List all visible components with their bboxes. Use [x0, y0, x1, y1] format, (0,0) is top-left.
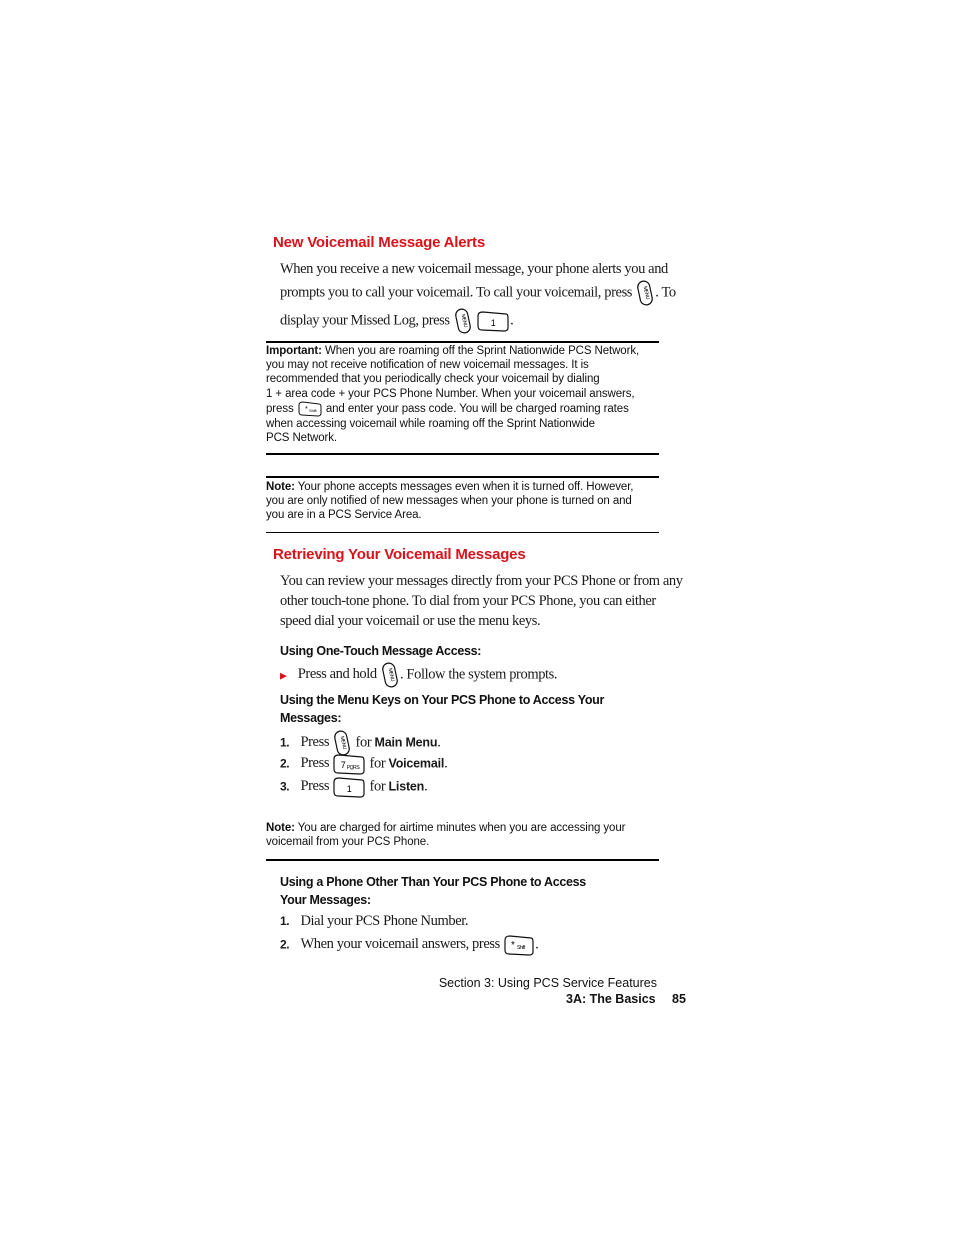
- svg-text:7: 7: [341, 760, 346, 770]
- svg-text:MENU: MENU: [386, 667, 396, 682]
- section-heading-new-voicemail-alerts: New Voicemail Message Alerts: [273, 234, 485, 251]
- svg-text:1: 1: [490, 318, 496, 328]
- other-phone-step-2: 2. When your voicemail answers, press * Shift .: [280, 934, 538, 956]
- svg-text:MENU: MENU: [459, 313, 469, 328]
- menu-step-3: 3. Press 1 for Listen.: [280, 776, 427, 798]
- menu-key-icon: [380, 661, 400, 689]
- note-label: Note:: [266, 822, 295, 834]
- note-phone-accepts-messages: Note: Your phone accepts messages even when it is turned off. However, you are only notified of new messages when your phone is turned on and you are in a PCS Service Area.: [266, 481, 634, 522]
- one-touch-bullet: ▶ Press and hold MENU . Follow the system prompts.: [280, 661, 557, 689]
- subheading-other-phone: Using a Phone Other Than Your PCS Phone to Access Your Messages:: [280, 875, 586, 907]
- triangle-bullet-icon: ▶: [280, 670, 287, 681]
- footer-chapter: 3A: The Basics: [566, 992, 656, 1006]
- page-number: 85: [672, 992, 686, 1006]
- svg-text:MENU: MENU: [338, 735, 348, 750]
- svg-text:Shift: Shift: [308, 407, 317, 413]
- svg-text:Shift: Shift: [517, 945, 526, 951]
- note1-top-rule: [266, 476, 659, 478]
- one-key-icon: [476, 310, 510, 332]
- alerts-line-3: display your Missed Log, press MENU 1 .: [280, 307, 670, 335]
- svg-text:*: *: [304, 405, 308, 413]
- alerts-paragraph: [280, 259, 676, 335]
- alerts-line-2: prompts you to call your voicemail. To call your voicemail, press MENU . To: [280, 279, 670, 307]
- note1-bottom-rule: [266, 532, 659, 533]
- important-top-rule: [266, 341, 659, 343]
- svg-text:MENU: MENU: [641, 285, 651, 300]
- note-airtime-charges: Note: You are charged for airtime minutes when you are accessing your voicemail from your PCS Phone.: [266, 822, 626, 849]
- subheading-menu-keys: Using the Menu Keys on Your PCS Phone to Access Your Messages:: [280, 693, 605, 725]
- important-note: Important: When you are roaming off the Sprint Nationwide PCS Network, you may not receive notification of new voicemail messages. It is recommended that you periodically check your voicemail by dialing 1 + area code + your PCS Phone Number. When your voicemail answers, press * Shift and enter your pass code. You will be charged roaming rates when accessing voicemail while roaming off the Sprint Nationwide PCS Network.: [266, 345, 640, 445]
- svg-text:*: *: [511, 940, 515, 951]
- section-heading-retrieving-voicemail: Retrieving Your Voicemail Messages: [273, 546, 526, 563]
- retrieving-paragraph: You can review your messages directly from your PCS Phone or from any other touch-tone phone. To dial from your PCS Phone, you can either speed dial your voicemail or use the menu keys.: [280, 573, 683, 629]
- svg-text:PQRS: PQRS: [347, 765, 360, 771]
- svg-text:1: 1: [347, 784, 352, 794]
- one-key-icon: [332, 776, 366, 798]
- menu-step-1: 1. Press MENU for Main Menu.: [280, 729, 441, 757]
- menu-key-icon: [635, 279, 655, 307]
- important-label: Important:: [266, 345, 322, 357]
- note-label: Note:: [266, 481, 295, 493]
- important-bottom-rule: [266, 453, 659, 455]
- star-shift-key-icon: [503, 934, 535, 956]
- menu-step-2: 2. Press 7 PQRS for Voicemail.: [280, 753, 447, 775]
- star-shift-key-icon: [297, 401, 323, 417]
- other-phone-step-1: 1. Dial your PCS Phone Number.: [280, 913, 469, 929]
- footer-section: Section 3: Using PCS Service Features: [438, 976, 657, 990]
- subheading-one-touch: Using One-Touch Message Access:: [280, 644, 482, 658]
- alerts-line-1: When you receive a new voicemail message, your phone alerts you and: [280, 261, 668, 277]
- menu-key-icon: [453, 307, 473, 335]
- seven-pqrs-key-icon: [332, 753, 366, 775]
- note2-bottom-rule: [266, 859, 659, 861]
